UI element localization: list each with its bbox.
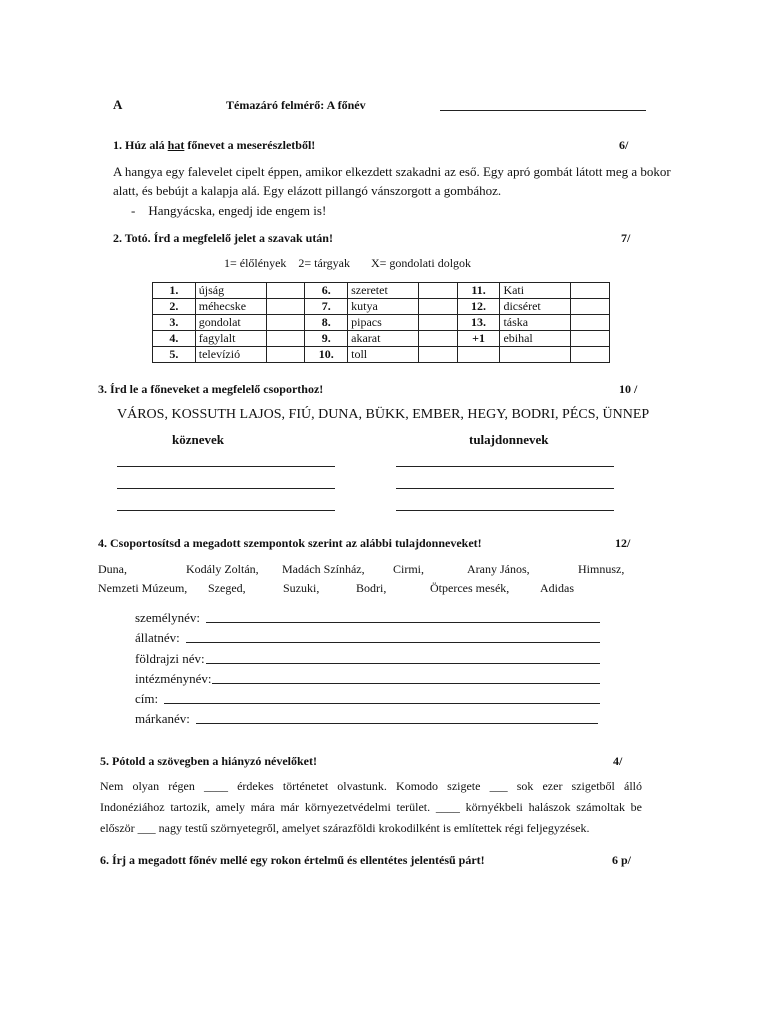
item-word: fagylalt bbox=[195, 331, 266, 347]
task5-title: 5. Pótold a szövegben a hiányzó névelőket! bbox=[100, 754, 317, 768]
name-item: Szeged, bbox=[208, 581, 246, 595]
answer-cell[interactable] bbox=[266, 315, 305, 331]
col-heading-koznevek: köznevek bbox=[172, 432, 224, 447]
name-item: Bodri, bbox=[356, 581, 387, 595]
name-item: Kodály Zoltán, bbox=[186, 562, 259, 576]
task5-text-line1: Nem olyan régen ____ érdekes történetet olvastunk. Komodo szigete ___ sok ezer szigetből álló bbox=[100, 779, 642, 793]
item-number: +1 bbox=[457, 331, 500, 347]
answer-line[interactable] bbox=[212, 683, 600, 684]
item-word: televízió bbox=[195, 347, 266, 363]
task2-legend: 1= élőlények 2= tárgyak X= gondolati dolgok bbox=[224, 256, 472, 270]
task1-text-line1: A hangya egy falevelet cipelt éppen, amikor elkezdett szakadni az eső. Egy apró gombát látott meg a bokor bbox=[113, 164, 671, 179]
item-word: újság bbox=[195, 283, 266, 299]
table-row bbox=[153, 331, 610, 347]
answer-cell[interactable] bbox=[266, 331, 305, 347]
answer-line[interactable] bbox=[396, 488, 614, 489]
task4-title: 4. Csoportosítsd a megadott szempontok szerint az alábbi tulajdonneveket! bbox=[98, 536, 482, 550]
answer-cell[interactable] bbox=[571, 299, 610, 315]
item-word: Kati bbox=[500, 283, 571, 299]
group-label: A bbox=[113, 97, 123, 112]
answer-cell[interactable] bbox=[418, 299, 457, 315]
answer-line[interactable] bbox=[396, 466, 614, 467]
answer-cell[interactable] bbox=[418, 331, 457, 347]
name-item: Suzuki, bbox=[283, 581, 320, 595]
item-number: 2. bbox=[153, 299, 196, 315]
item-number bbox=[457, 347, 500, 363]
item-number: 4. bbox=[153, 331, 196, 347]
task1-text-line3: - Hangyácska, engedj ide engem is! bbox=[131, 203, 327, 218]
task3-score: 10 / bbox=[619, 382, 638, 396]
label-allatnev: állatnév: bbox=[135, 630, 180, 645]
table-row bbox=[153, 347, 610, 363]
name-item: Adidas bbox=[540, 581, 574, 595]
answer-cell[interactable] bbox=[571, 331, 610, 347]
item-word: dicséret bbox=[500, 299, 571, 315]
name-item: Ötperces mesék, bbox=[430, 581, 510, 595]
item-number: 5. bbox=[153, 347, 196, 363]
item-number: 10. bbox=[305, 347, 348, 363]
item-word bbox=[500, 347, 571, 363]
task1-text-line2: alatt, és bebújt a kalapja alá. Egy elázott pillangó vánszorgott a gombához. bbox=[113, 183, 502, 198]
item-number: 13. bbox=[457, 315, 500, 331]
item-number: 3. bbox=[153, 315, 196, 331]
page-title: Témazáró felmérő: A főnév bbox=[226, 98, 366, 112]
answer-cell[interactable] bbox=[418, 347, 457, 363]
item-number: 7. bbox=[305, 299, 348, 315]
item-word: toll bbox=[348, 347, 419, 363]
item-number: 8. bbox=[305, 315, 348, 331]
answer-cell[interactable] bbox=[571, 283, 610, 299]
answer-cell[interactable] bbox=[266, 299, 305, 315]
name-item: Himnusz, bbox=[578, 562, 625, 576]
toto-table bbox=[152, 282, 610, 363]
answer-line[interactable] bbox=[206, 622, 600, 623]
item-word: szeretet bbox=[348, 283, 419, 299]
item-word: méhecske bbox=[195, 299, 266, 315]
task6-score: 6 p/ bbox=[612, 853, 632, 867]
name-item: Nemzeti Múzeum, bbox=[98, 581, 188, 595]
task4-score: 12/ bbox=[615, 536, 631, 550]
item-number: 6. bbox=[305, 283, 348, 299]
item-number: 12. bbox=[457, 299, 500, 315]
item-word: pipacs bbox=[348, 315, 419, 331]
task1-score: 6/ bbox=[619, 138, 629, 152]
table-row bbox=[153, 283, 610, 299]
name-item: Duna, bbox=[98, 562, 127, 576]
task5-text-line3: először ___ nagy testű szörnyetegről, amelyet szárazföldi krokodilként is említettek régi feljegyzések. bbox=[100, 821, 590, 835]
task6-title: 6. Írj a megadott főnév mellé egy rokon értelmű és ellentétes jelentésű párt! bbox=[100, 853, 485, 867]
answer-line[interactable] bbox=[396, 510, 614, 511]
item-word: kutya bbox=[348, 299, 419, 315]
answer-line[interactable] bbox=[206, 663, 600, 664]
label-markanev: márkanév: bbox=[135, 711, 190, 726]
answer-cell[interactable] bbox=[266, 283, 305, 299]
item-number: 11. bbox=[457, 283, 500, 299]
task3-word-list: VÁROS, KOSSUTH LAJOS, FIÚ, DUNA, BÜKK, EMBER, HEGY, BODRI, PÉCS, ÜNNEP bbox=[117, 407, 650, 422]
label-foldrajzi-nev: földrajzi név: bbox=[135, 651, 205, 666]
answer-cell[interactable] bbox=[418, 315, 457, 331]
task2-score: 7/ bbox=[621, 231, 631, 245]
name-item: Arany János, bbox=[467, 562, 530, 576]
task5-text-line2: Indonéziához tartozik, amely mára már környezetvédelmi terület. ____ környékbeli halászok számoltak be bbox=[100, 800, 642, 814]
answer-cell[interactable] bbox=[418, 283, 457, 299]
answer-cell[interactable] bbox=[266, 347, 305, 363]
item-word: ebihal bbox=[500, 331, 571, 347]
col-heading-tulajdonnevek: tulajdonnevek bbox=[469, 432, 549, 447]
answer-cell[interactable] bbox=[571, 347, 610, 363]
item-word: gondolat bbox=[195, 315, 266, 331]
item-number: 1. bbox=[153, 283, 196, 299]
label-intezmenynev: intézménynév: bbox=[135, 671, 212, 686]
name-line bbox=[440, 110, 646, 111]
item-number: 9. bbox=[305, 331, 348, 347]
name-item: Madách Színház, bbox=[282, 562, 365, 576]
answer-line[interactable] bbox=[196, 723, 598, 724]
task2-title: 2. Totó. Írd a megfelelő jelet a szavak után! bbox=[113, 231, 333, 245]
answer-line[interactable] bbox=[117, 488, 335, 489]
answer-line[interactable] bbox=[186, 642, 600, 643]
item-word: akarat bbox=[348, 331, 419, 347]
answer-line[interactable] bbox=[117, 510, 335, 511]
item-word: táska bbox=[500, 315, 571, 331]
answer-line[interactable] bbox=[117, 466, 335, 467]
answer-line[interactable] bbox=[164, 703, 600, 704]
task3-title: 3. Írd le a főneveket a megfelelő csoporthoz! bbox=[98, 382, 324, 396]
name-item: Cirmi, bbox=[393, 562, 425, 576]
task5-score: 4/ bbox=[613, 754, 623, 768]
table-row bbox=[153, 299, 610, 315]
task1-title: 1. Húz alá hat főnevet a meserészletből! bbox=[113, 138, 316, 152]
label-cim: cím: bbox=[135, 691, 159, 706]
table-row bbox=[153, 315, 610, 331]
label-szemelynev: személynév: bbox=[135, 610, 200, 625]
answer-cell[interactable] bbox=[571, 315, 610, 331]
